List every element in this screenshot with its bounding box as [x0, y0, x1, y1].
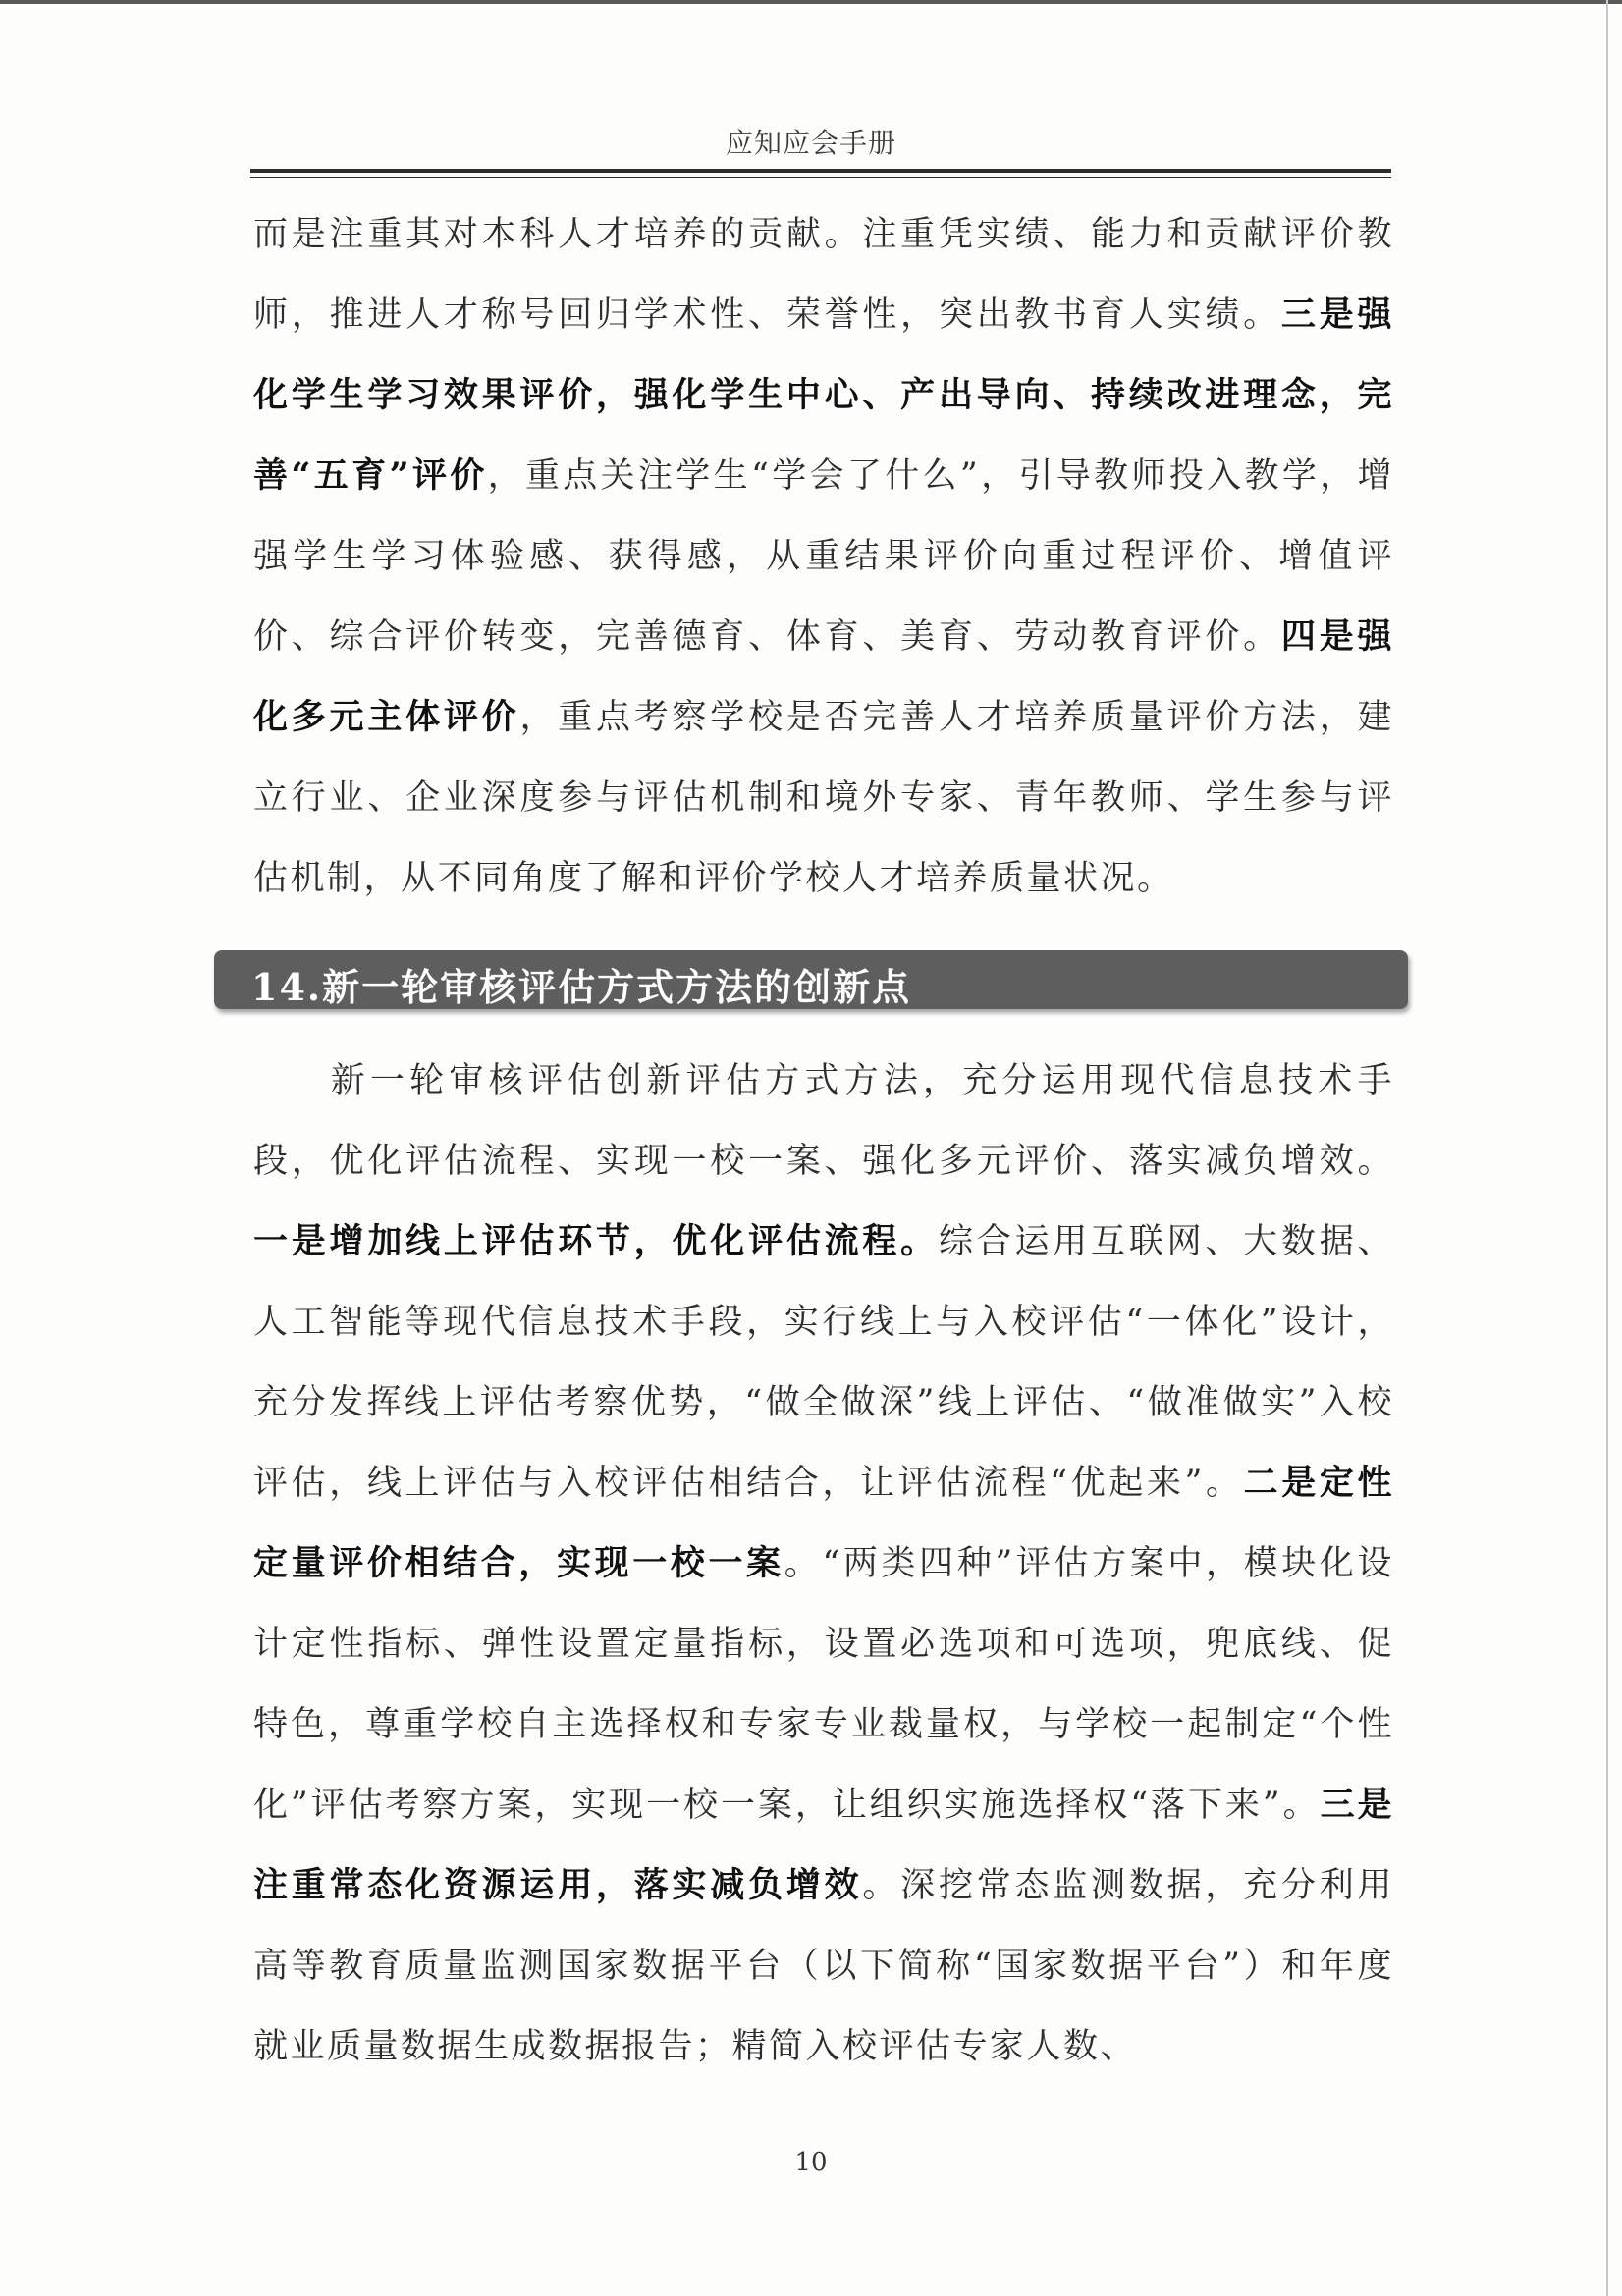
paragraph-text: 综合运用互联网、大数据、人工智能等现代信息技术手段，实行线上与入校评估“一体化”设计，充分发挥线上评估考察优势，“做全做深”线上评估、“做准做实”入校评估，线上评估与入校评估相结合，让评估流程“优起来”。: [253, 1222, 1394, 1503]
paragraph-text: ，重点考察学校是否完善人才培养质量评价方法，建立行业、企业深度参与评估机制和境外专家、青年教师、学生参与评估机制，从不同角度了解和评价学校人才培养质量状况。: [253, 698, 1394, 898]
scan-right-edge: [1606, 0, 1608, 2296]
bold-point-two: 二是定性定量评价相结合，实现一校一案: [253, 1463, 1394, 1583]
section-heading-text: 14.新一轮审核评估方式方法的创新点: [251, 965, 912, 1009]
header-rule-thin: [250, 177, 1391, 178]
paragraph-text: 而是注重其对本科人才培养的贡献。注重凭实绩、能力和贡献评价教师，推进人才称号回归学术性、荣誉性，突出教书育人实绩。: [253, 215, 1394, 335]
bold-point-four: 四是强化多元主体评价: [253, 616, 1394, 737]
page-number: 10: [794, 2148, 828, 2177]
bold-point-one: 一是增加线上评估环节，优化评估流程。: [253, 1221, 939, 1261]
paragraph-innovation: [253, 1041, 1394, 2087]
scan-top-border: [0, 0, 1622, 4]
bold-point-three: 三是注重常态化资源运用，落实减负增效: [253, 1785, 1394, 1905]
section-heading-bar: [214, 950, 1408, 1009]
header-rule-thick: [250, 169, 1391, 173]
paragraph-text: ，重点关注学生“学会了什么”，引导教师投入教学，增强学生学习体验感、获得感，从重结果评价向重过程评价、增值评价、综合评价转变，完善德育、体育、美育、劳动教育评价。: [253, 456, 1394, 657]
paragraph-evaluation-reform: [253, 194, 1394, 919]
paragraph-text: 。“两类四种”评估方案中，模块化设计定性指标、弹性设置定量指标，设置必选项和可选项，兜底线、促特色，尊重学校自主选择权和专家专业裁量权，与学校一起制定“个性化”评估考察方案，实现一校一案，让组织实施选择权“落下来”。: [253, 1544, 1394, 1825]
running-header: 应知应会手册: [725, 127, 896, 159]
bold-point-three: 三是强化学生学习效果评价，强化学生中心、产出导向、持续改进理念，完善“五育”评价: [253, 294, 1394, 496]
paragraph-text: 新一轮审核评估创新评估方式方法，充分运用现代信息技术手段，优化评估流程、实现一校一案、强化多元评价、落实减负增效。: [253, 1061, 1394, 1181]
paragraph-text: 。深挖常态监测数据，充分利用高等教育质量监测国家数据平台（以下简称“国家数据平台”）和年度就业质量数据生成数据报告；精简入校评估专家人数、: [253, 1866, 1394, 2066]
